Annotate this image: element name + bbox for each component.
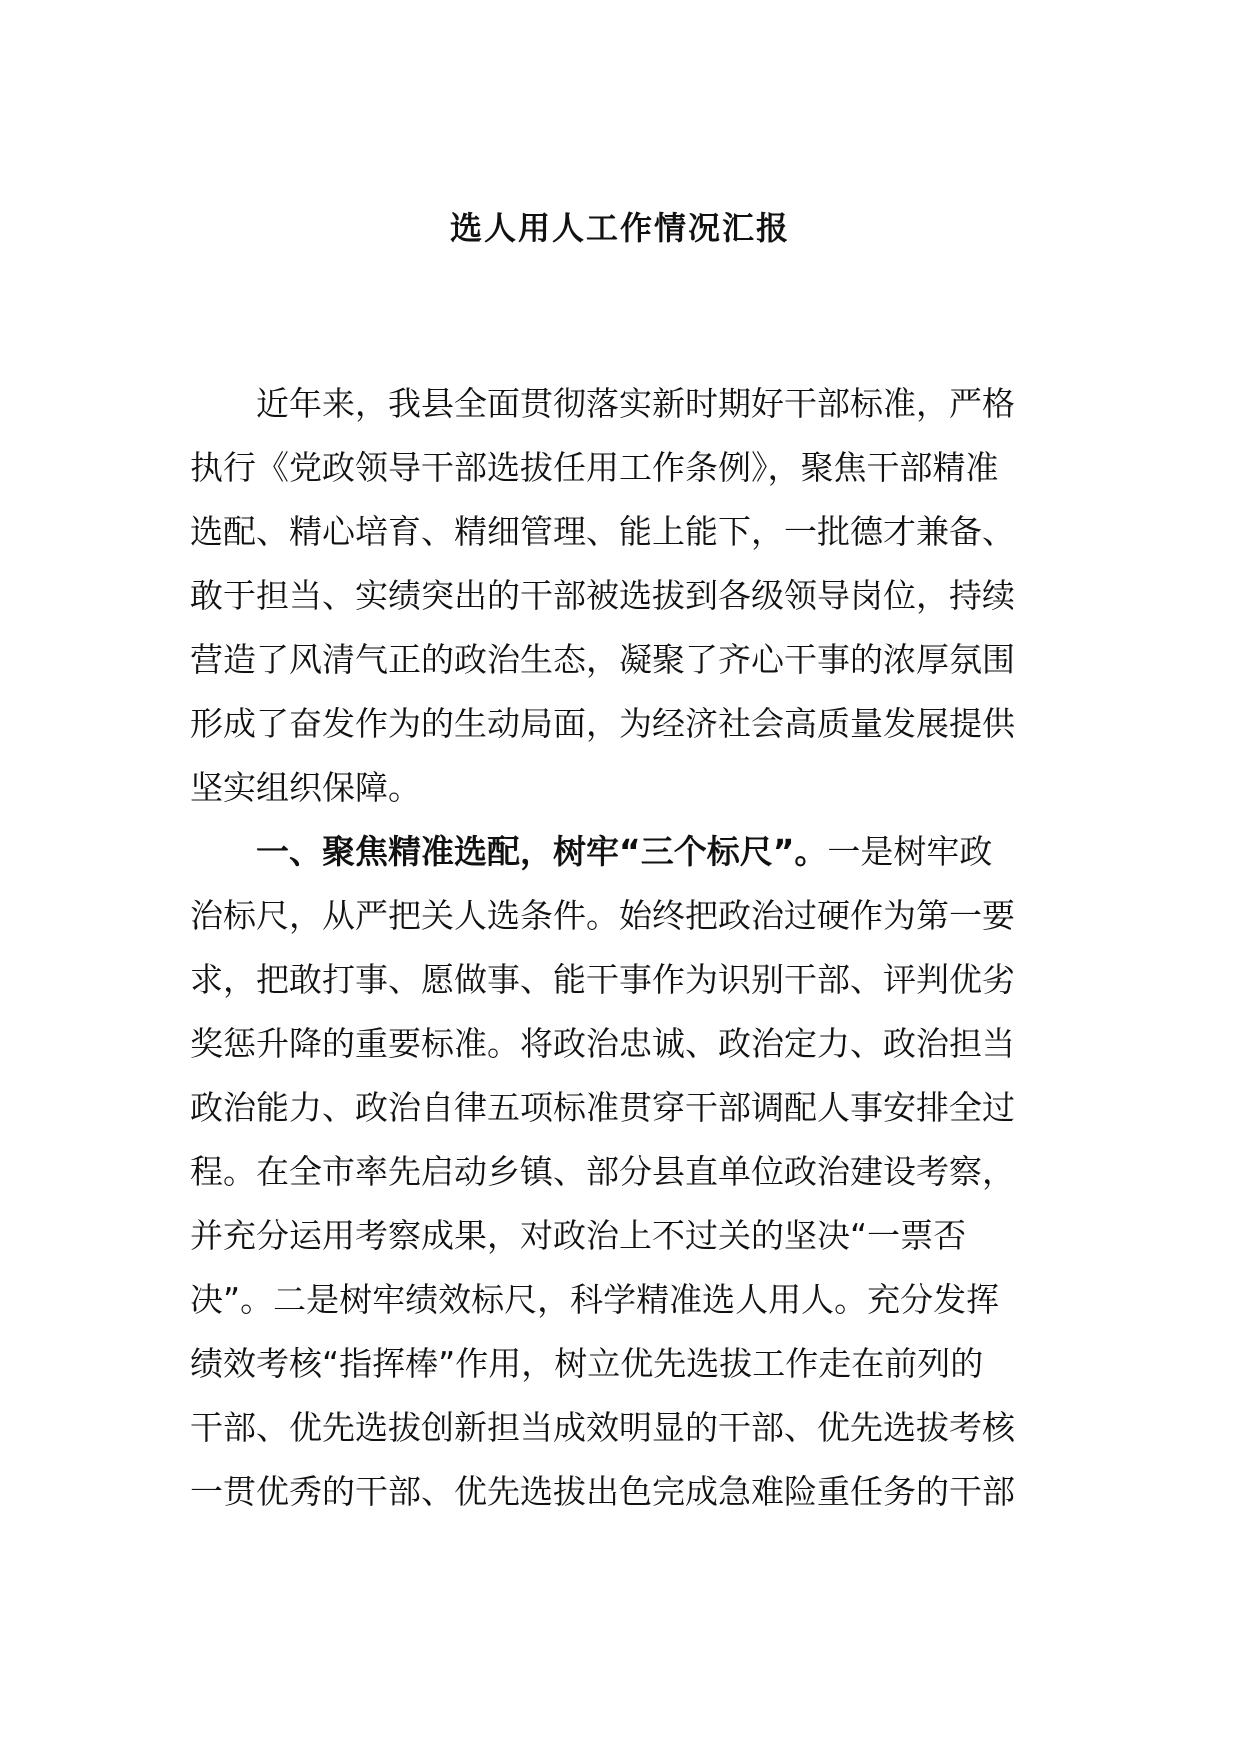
paragraph-line: 执行《党政领导干部选拔任用工作条例》，聚焦干部精准 (190, 448, 999, 487)
document-body (190, 372, 1070, 1524)
section-heading-rest: 一是树牢政 (827, 832, 993, 871)
section-heading: 一、聚焦精准选配，树牢“三个标尺”。 (256, 832, 828, 871)
section-heading-line (190, 820, 1070, 884)
paragraph-line: 干部、优先选拔创新担当成效明显的干部、优先选拔考核 (190, 1408, 1015, 1447)
paragraph-line: 程。在全市率先启动乡镇、部分县直单位政治建设考察， (190, 1152, 1015, 1191)
paragraph-line: 政治能力、政治自律五项标准贯穿干部调配人事安排全过 (190, 1088, 1015, 1127)
paragraph-line: 选配、精心培育、精细管理、能上能下，一批德才兼备、 (190, 512, 1015, 551)
paragraph-line: 治标尺，从严把关人选条件。始终把政治过硬作为第一要 (190, 896, 1015, 935)
paragraph-line: 形成了奋发作为的生动局面，为经济社会高质量发展提供 (190, 704, 1015, 743)
paragraph-line: 求，把敢打事、愿做事、能干事作为识别干部、评判优劣 (190, 960, 1015, 999)
paragraph-line: 营造了风清气正的政治生态，凝聚了齐心干事的浓厚氛围 (190, 640, 1015, 679)
paragraph-line: 近年来，我县全面贯彻落实新时期好干部标准，严格 (256, 384, 1015, 423)
paragraph-line: 奖惩升降的重要标准。将政治忠诚、政治定力、政治担当 (190, 1024, 1015, 1063)
paragraph-line: 并充分运用考察成果，对政治上不过关的坚决“一票否 (190, 1216, 967, 1255)
paragraph-line: 一贯优秀的干部、优先选拔出色完成急难险重任务的干部 (190, 1472, 1015, 1511)
paragraph-line: 坚实组织保障。 (190, 768, 421, 807)
paragraph-line: 决”。二是树牢绩效标尺，科学精准选人用人。充分发挥 (190, 1280, 1000, 1319)
paragraph-line: 绩效考核“指挥棒”作用，树立优先选拔工作走在前列的 (190, 1344, 984, 1383)
paragraph-line: 敢于担当、实绩突出的干部被选拔到各级领导岗位，持续 (190, 576, 1015, 615)
document-title: 选人用人工作情况汇报 (449, 209, 790, 247)
